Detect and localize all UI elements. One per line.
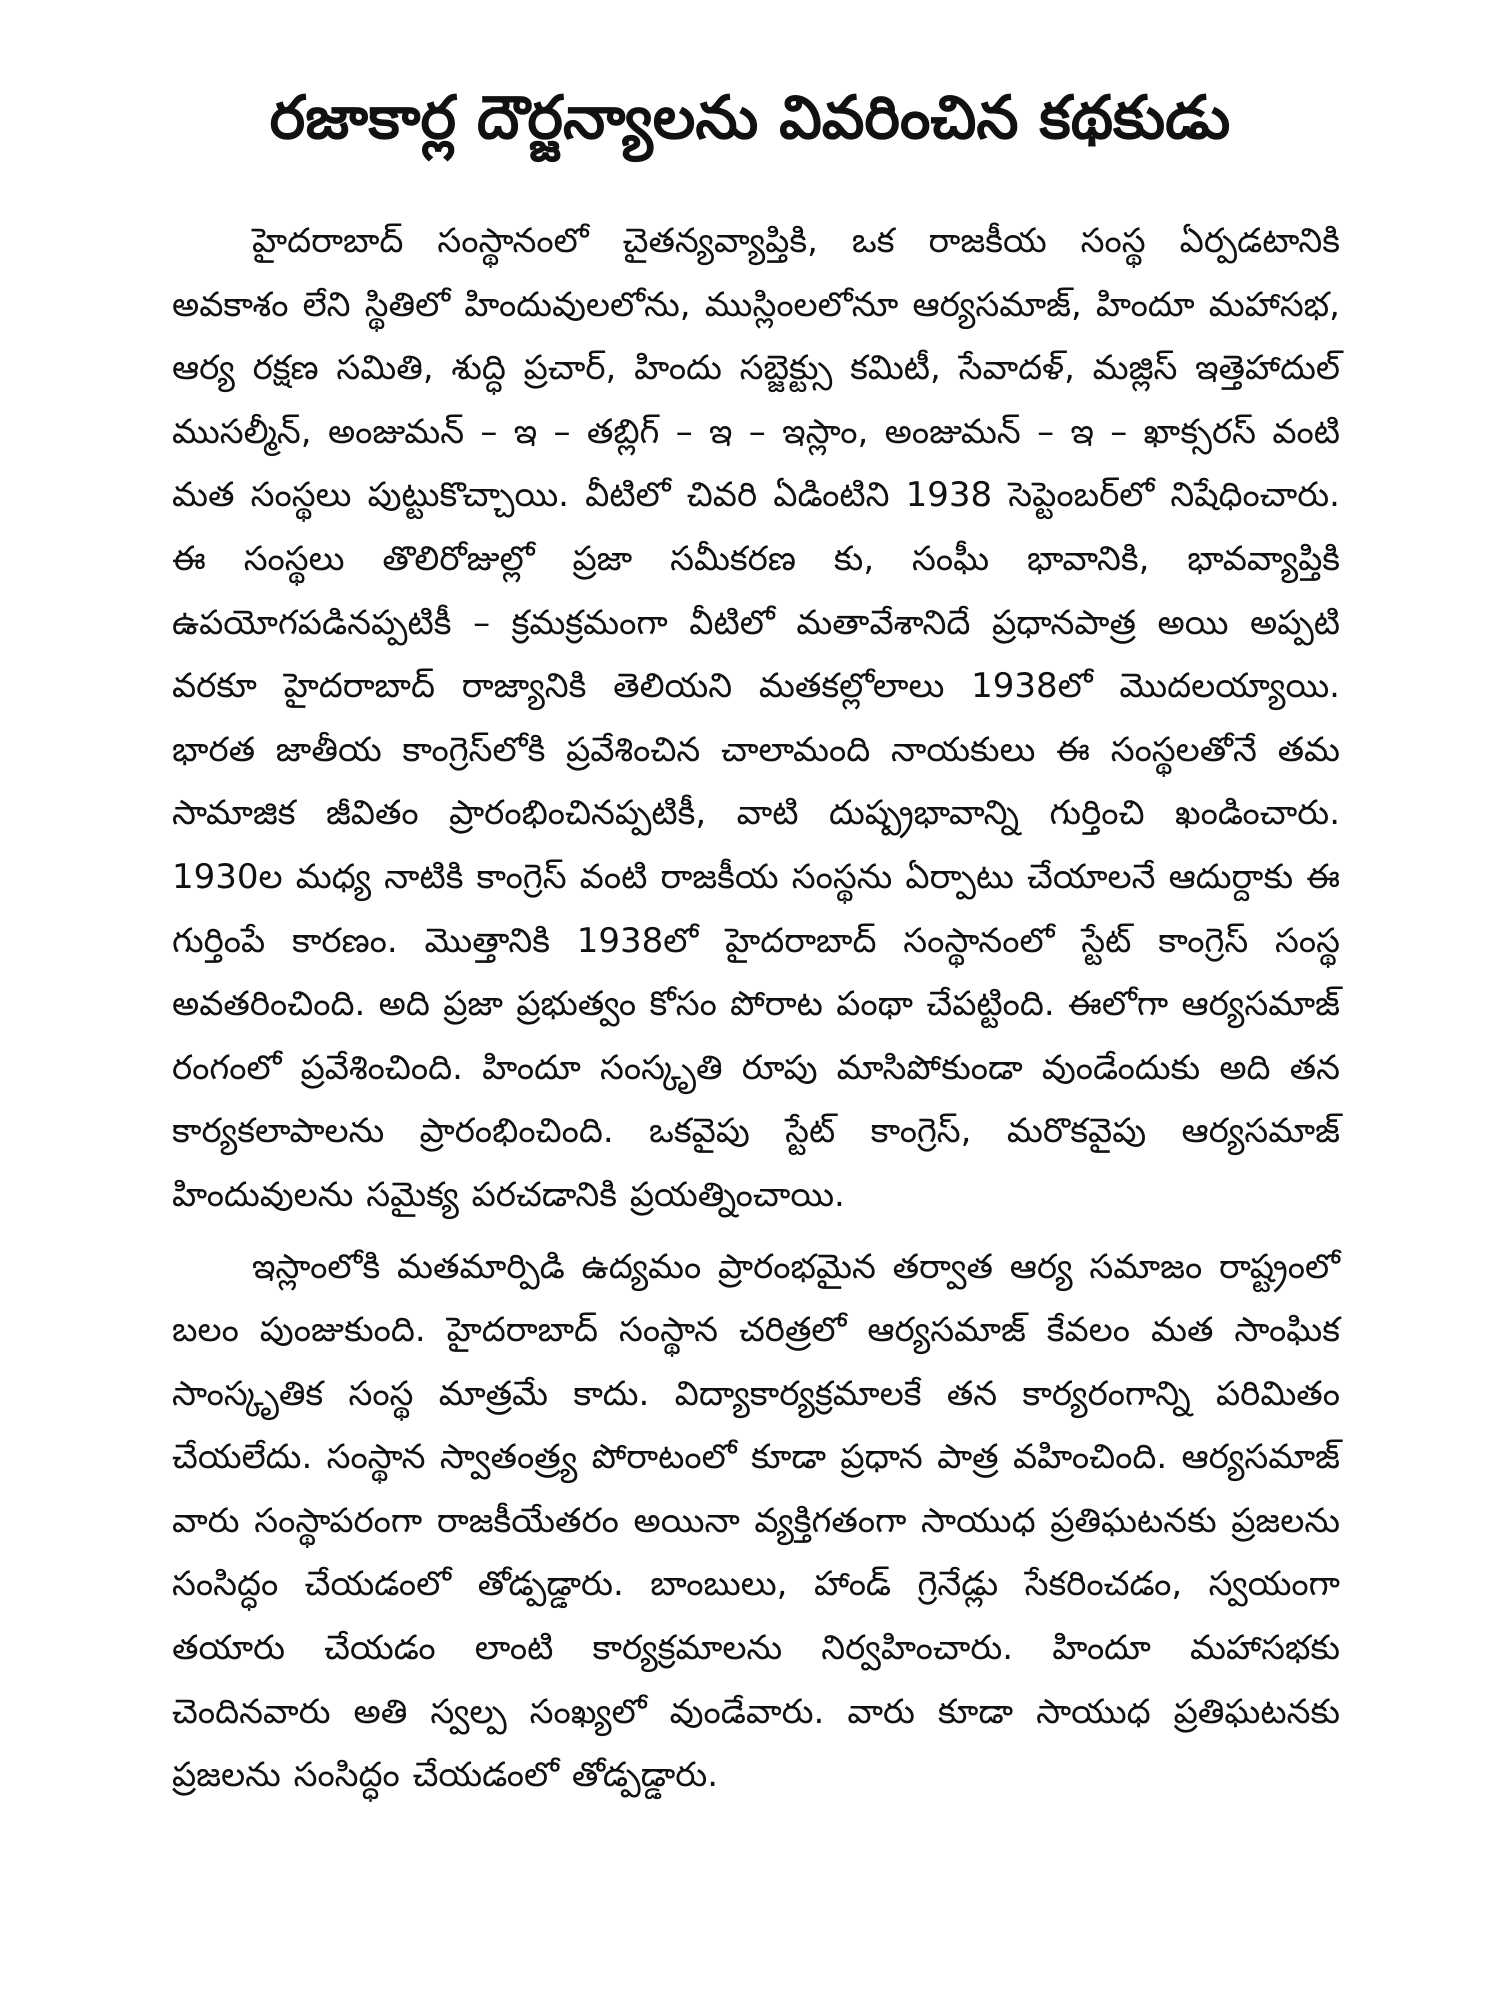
paragraph-2: ఇస్లాంలోకి మతమార్పిడి ఉద్యమం ప్రారంభమైన తర్వాత ఆర్య సమాజం రాష్ట్రంలో బలం పుంజుకుంది. హైదరాబాద్ సంస్థాన చరిత్రలో ఆర్యసమాజ్ కేవలం మత సాంఘిక సాంస్కృతిక సంస్థ మాత్రమే కాదు. విద్యాకార్యక్రమాలకే తన కార్యరంగాన్ని పరిమితం చేయలేదు. సంస్థాన స్వాతంత్ర్య పోరాటంలో కూడా ప్రధాన పాత్ర వహించింది. ఆర్యసమాజ్ వారు సంస్థాపరంగా రాజకీయేతరం అయినా వ్యక్తిగతంగా సాయుధ ప్రతిఘటనకు ప్రజలను సంసిద్ధం చేయడంలో తోడ్పడ్డారు. బాంబులు, హాండ్ గ్రెనేడ్లు సేకరించడం, స్వయంగా తయారు చేయడం లాంటి కార్యక్రమాలను నిర్వహించారు. హిందూ మహాసభకు చెందినవారు అతి స్వల్ప సంఖ్యలో వుండేవారు. వారు కూడా సాయుధ ప్రతిఘటనకు ప్రజలను సంసిద్ధం చేయడంలో తోడ్పడ్డారు. [172,1246,1340,1796]
paragraph-1: హైదరాబాద్ సంస్థానంలో చైతన్యవ్యాప్తికి, ఒక రాజకీయ సంస్థ ఏర్పడటానికి అవకాశం లేని స్థితిలో హిందువులలోను, ముస్లింలలోనూ ఆర్యసమాజ్, హిందూ మహాసభ, ఆర్య రక్షణ సమితి, శుద్ధి ప్రచార్, హిందు సబ్జెక్ట్సు కమిటీ, సేవాదళ్, మజ్లిస్ ఇత్తెహాదుల్ ముసల్మీన్, అంజుమన్ – ఇ – తబ్లిగ్ – ఇ – ఇస్లాం, అంజుమన్ – ఇ – ఖాక్సరస్ వంటి మత సంస్థలు పుట్టుకొచ్చాయి. వీటిలో చివరి ఏడింటిని 1938 సెప్టెంబర్‌లో నిషేధించారు. ఈ సంస్థలు తొలిరోజుల్లో ప్రజా సమీకరణ కు, సంఘీ భావానికి, భావవ్యాప్తికి ఉపయోగపడినప్పటికీ – క్రమక్రమంగా వీటిలో మతావేశానిదే ప్రధానపాత్ర అయి అప్పటి వరకూ హైదరాబాద్ రాజ్యానికి తెలియని మతకల్లోలాలు 1938లో మొదలయ్యాయి. భారత జాతీయ కాంగ్రెస్‌లోకి ప్రవేశించిన చాలామంది నాయకులు ఈ సంస్థలతోనే తమ సామాజిక జీవితం ప్రారంభించినప్పటికీ, వాటి దుష్ప్రభావాన్ని గుర్తించి ఖండించారు. 1930ల మధ్య నాటికి కాంగ్రెస్ వంటి రాజకీయ సంస్థను ఏర్పాటు చేయాలనే ఆదుర్దాకు ఈ గుర్తింపే కారణం. మొత్తానికి 1938లో హైదరాబాద్ సంస్థానంలో స్టేట్ కాంగ్రెస్ సంస్థ అవతరించింది. అది ప్రజా ప్రభుత్వం కోసం పోరాట పంథా చేపట్టింది. ఈలోగా ఆర్యసమాజ్ రంగంలో ప్రవేశించింది. హిందూ సంస్కృతి రూపు మాసిపోకుండా వుండేందుకు అది తన కార్యకలాపాలను ప్రారంభించింది. ఒకవైపు స్టేట్ కాంగ్రెస్, మరొకవైపు ఆర్యసమాజ్ హిందువులను సమైక్య పరచడానికి ప్రయత్నించాయి. [172,221,1340,1215]
article-body [172,210,1340,1808]
page-title: రజాకార్ల దౌర్జన్యాలను వివరించిన కథకుడు [269,83,1231,153]
